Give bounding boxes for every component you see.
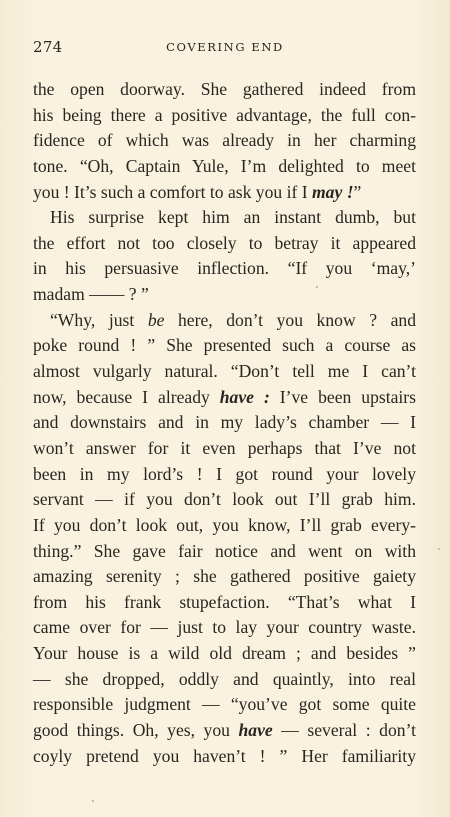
text-line: good things. Oh, yes, you have — several : don’t: [33, 720, 416, 741]
text-line: servant — if you don’t look out I’ll grab him.: [33, 489, 416, 510]
text-line: thing.” She gave fair notice and went on with: [33, 540, 416, 561]
text-line: — she dropped, oddly and quaintly, into real: [33, 668, 416, 689]
text-line: now, because I already have : I’ve been upstairs: [33, 386, 417, 407]
page-header: [33, 38, 417, 58]
body-text: [33, 77, 416, 769]
text-line: you ! It’s such a comfort to ask you if I may !”: [33, 181, 362, 202]
running-head: COVERING END: [166, 40, 284, 54]
text-line: came over for — just to lay your country waste.: [33, 617, 416, 638]
paper-speck: [316, 286, 318, 288]
text-line: and downstairs and in my lady’s chamber — I: [33, 412, 416, 433]
text-line: almost vulgarly natural. “Don’t tell me I can’t: [33, 361, 416, 382]
text-line: tone. “Oh, Captain Yule, I’m delighted to meet: [33, 155, 416, 176]
emphasis: may !: [312, 181, 354, 202]
text-line: responsible judgment — “you’ve got some quite: [33, 694, 416, 715]
text-line: coyly pretend you haven’t ! ” Her familiarity: [33, 745, 416, 766]
text-line: If you don’t look out, you know, I’ll grab every-: [33, 514, 416, 535]
text-line: from his frank stupefaction. “That’s what I: [33, 591, 416, 612]
text-line: won’t answer for it even perhaps that I’ve not: [33, 437, 416, 458]
text-line: Your house is a wild old dream ; and besides ”: [33, 643, 416, 664]
text-line: fidence of which was already in her charming: [33, 130, 416, 151]
text-line: the open doorway. She gathered indeed from: [33, 79, 416, 99]
text-line: madam —— ? ”: [33, 284, 149, 305]
emphasis: be: [147, 309, 165, 330]
text-line: been in my lord’s ! I got round your lovely: [33, 463, 416, 484]
text-line: “Why, just be here, don’t you know ? and: [50, 309, 416, 330]
emphasis: have: [238, 720, 273, 741]
paper-speck: [438, 548, 440, 550]
page-number: 274: [33, 38, 63, 56]
text-line: in his persuasive inflection. “If you ‘may,’: [33, 258, 416, 279]
text-line: amazing serenity ; she gathered positive gaiety: [33, 566, 416, 587]
text-line: poke round ! ” She presented such a course as: [33, 335, 416, 356]
text-line: His surprise kept him an instant dumb, but: [50, 207, 416, 228]
text-line: his being there a positive advantage, the full con-: [33, 104, 416, 125]
text-line: the effort not too closely to betray it appeared: [33, 232, 416, 253]
paper-speck: [92, 800, 94, 802]
emphasis: have :: [219, 386, 270, 407]
